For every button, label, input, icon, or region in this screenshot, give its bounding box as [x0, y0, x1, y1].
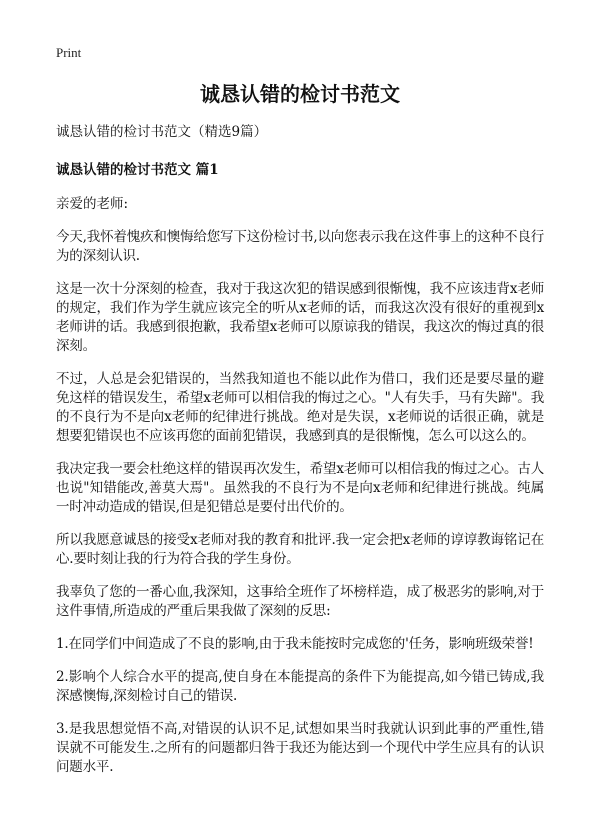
list-item-2: 2.影响个人综合水平的提高,使自身在本能提高的条件下为能提高,如今错已铸成,我深感懊悔,深刻检讨自己的错误.: [56, 669, 544, 704]
document-title: 诚恳认错的检讨书范文: [200, 82, 400, 106]
paragraph-2: 这是一次十分深刻的检查，我对于我这次犯的错误感到很惭愧，我不应该违背x老师的规定，我们作为学生就应该完全的听从x老师的话，而我这次没有很好的重视到x老师讲的话。我感到很抱歉，我希望x老师可以原谅我的错误，我这次的悔过真的很深刻。: [56, 281, 544, 354]
list-item-1: 1.在同学们中间造成了不良的影响,由于我未能按时完成您的'任务，影响班级荣誉!: [56, 636, 534, 652]
document-subtitle: 诚恳认错的检讨书范文（精选9篇）: [56, 124, 268, 140]
section-heading: 诚恳认错的检讨书范文 篇1: [56, 162, 219, 178]
paragraph-3: 不过，人总是会犯错误的，当然我知道也不能以此作为借口，我们还是要尽量的避免这样的错误发生，希望x老师可以相信我的悔过之心。"人有失手，马有失蹄"。我的不良行为不是向x老师的纪律进行挑战。绝对是失误，x老师说的话很正确，就是想要犯错误也不应该再您的面前犯错误，我感到真的是很惭愧，怎么可以这么的。: [56, 371, 544, 444]
paragraph-5: 所以我愿意诚恳的接受x老师对我的教育和批评.我一定会把x老师的谆谆教诲铭记在心.要时刻让我的行为符合我的学生身份。: [56, 532, 544, 567]
greeting: 亲爱的老师:: [56, 196, 129, 212]
paragraph-1: 今天,我怀着愧疚和懊悔给您写下这份检讨书,以向您表示我在这件事上的这种不良行为的深刻认识.: [56, 229, 544, 264]
list-item-3: 3.是我思想觉悟不高,对错误的认识不足,试想如果当时我就认识到此事的严重性,错误就不可能发生.之所有的问题都归咎于我还为能达到一个现代中学生应具有的认识问题水平.: [56, 721, 544, 775]
paragraph-6: 我辜负了您的一番心血,我深知，这事给全班作了坏榜样造，成了极恶劣的影响,对于这件事情,所造成的严重后果我做了深刻的反思:: [56, 584, 544, 619]
print-label: Print: [56, 45, 82, 60]
paragraph-4: 我决定我一要会杜绝这样的错误再次发生，希望x老师可以相信我的悔过之心。古人也说"知错能改,善莫大焉"。虽然我的不良行为不是向x老师和纪律进行挑战。纯属一时冲动造成的错误,但是犯错总是要付出代价的。: [56, 461, 544, 515]
